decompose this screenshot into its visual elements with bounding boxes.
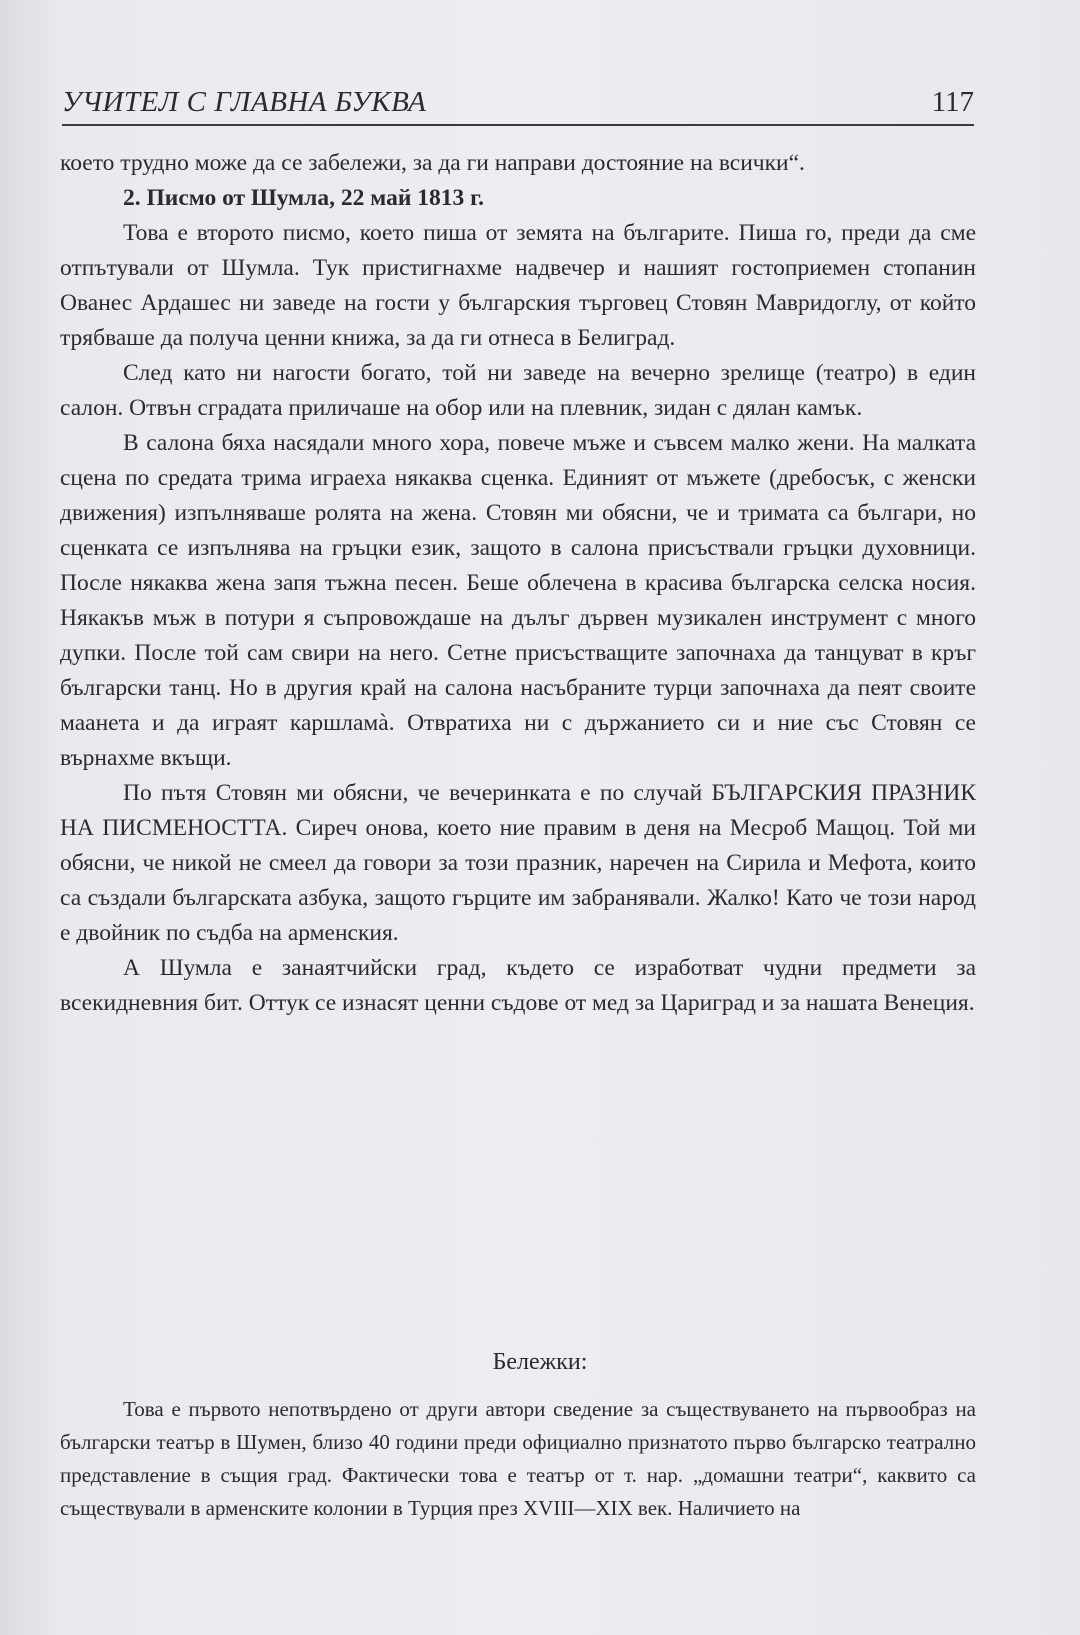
paragraph: По пътя Стовян ми обясни, че вечеринката е по случай БЪЛГАРСКИЯ ПРАЗНИК НА ПИСМЕНОСТТА. Сиреч онова, което ние правим в деня на Месроб Мащоц. Той ми обясни, че никой не смеел да говори за този празник, наречен на Сирила и Мефота, които са създали българската азбука, защото гърците им забранявали. Жалко! Като че този народ е двойник по съдба на арменския. bbox=[60, 780, 976, 946]
notes-section bbox=[60, 1393, 976, 1525]
main-text bbox=[60, 146, 976, 1021]
paragraph: В салона бяха насядали много хора, повече мъже и съвсем малко жени. На малката сцена по средата трима играеха някаква сценка. Единият от мъжете (дребосък, с женски движения) изпълняваше ролята на жена. Стовян ми обясни, че и тримата са българи, но сценката се изпълнява на гръцки език, защото в салона присъствали гръцки духовници. После някаква жена запя тъжна песен. Беше облечена в красива българска селска носия. Някакъв мъж в потури я съпровождаше на дълъг дървен музикален инструмент с много дупки. После той сам свири на него. Сетне присъстващите започнаха да танцуват в кръг български танц. Но в другия край на салона насъбраните турци започнаха да пеят своите маанета и да играят каршламà. Отвратиха ни с държанието си и ние със Стовян се върнахме вкъщи. bbox=[60, 430, 976, 771]
notes-heading: Бележки: bbox=[492, 1349, 588, 1375]
running-title: УЧИТЕЛ С ГЛАВНА БУКВА bbox=[62, 86, 427, 118]
page-header bbox=[62, 84, 974, 126]
paragraph: Това е второто писмо, което пиша от земята на българите. Пиша го, преди да сме отпътували от Шумла. Тук пристигнахме надвечер и нашият гостоприемен стопанин Ованес Ардашес ни заведе на гости у българския търговец Стовян Мавридоглу, от който трябваше да получа ценни книжа, за да ги отнеса в Белиград. bbox=[60, 220, 976, 351]
paragraph: А Шумла е занаятчийски град, където се изработват чудни предмети за всекидневния бит. Оттук се изнасят ценни съдове от мед за Цариград и за нашата Венеция. bbox=[60, 955, 976, 1016]
section-heading: 2. Писмо от Шумла, 22 май 1813 г. bbox=[123, 185, 485, 211]
notes-paragraph: Това е първото непотвърдено от други автори сведение за съществуването на първообраз на български театър в Шумен, близо 40 години преди официално признатото първо българско театрално представление в същия град. Фактически това е театър от т. нар. „домашни театри“, каквито са съществували в арменските колонии в Турция през XVIII—XIX век. Наличието на bbox=[60, 1397, 976, 1520]
page-number: 117 bbox=[931, 86, 974, 118]
continuation-paragraph: което трудно може да се забележи, за да ги направи достояние на всички“. bbox=[60, 150, 805, 176]
paragraph: След като ни нагости богато, той ни заведе на вечерно зрелище (театро) в един салон. Отвън сградата приличаше на обор или на плевник, зидан с дялан камък. bbox=[60, 360, 976, 421]
